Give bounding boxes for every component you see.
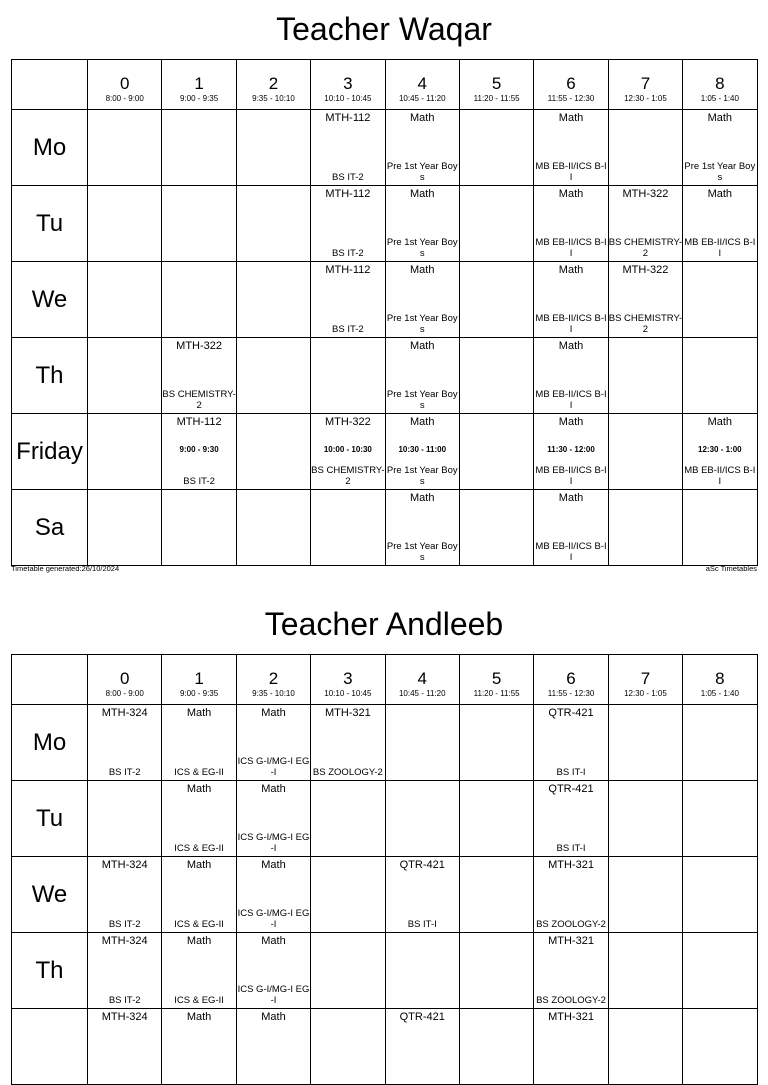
lesson-cell bbox=[88, 414, 162, 490]
period-time: 8:00 - 9:00 bbox=[105, 689, 144, 698]
lesson-class: ICS G-I/MG-I EG-I bbox=[237, 832, 310, 854]
day-label: We bbox=[12, 262, 88, 338]
lesson-cell bbox=[88, 262, 162, 338]
lesson-cell bbox=[311, 490, 385, 566]
lesson-cell bbox=[459, 781, 533, 857]
lesson-subject: MTH-112 bbox=[325, 264, 371, 276]
lesson-class: BS IT-I bbox=[556, 843, 586, 854]
lesson-class: ICS G-I/MG-I EG-I bbox=[237, 756, 310, 778]
day-row bbox=[12, 186, 758, 262]
lesson-cell bbox=[683, 705, 757, 781]
lesson-subject: MTH-324 bbox=[101, 859, 148, 871]
period-time: 1:05 - 1:40 bbox=[700, 94, 739, 103]
lesson-cell bbox=[236, 933, 310, 1009]
lesson-time: 9:00 - 9:30 bbox=[179, 445, 219, 454]
lesson-class: Pre 1st Year Boys bbox=[386, 389, 458, 411]
day-row bbox=[12, 262, 758, 338]
day-label: Mo bbox=[12, 705, 88, 781]
lesson-time: 12:30 - 1:00 bbox=[698, 445, 742, 454]
timetable-andleeb bbox=[11, 606, 757, 1085]
lesson-cell bbox=[459, 705, 533, 781]
period-header bbox=[88, 60, 162, 110]
lesson-cell bbox=[385, 705, 459, 781]
lesson-subject: Math bbox=[558, 264, 584, 276]
lesson-cell bbox=[236, 1009, 310, 1085]
period-header bbox=[236, 655, 310, 705]
period-number: 8 bbox=[715, 74, 725, 93]
timetable-title: Teacher Waqar bbox=[276, 11, 492, 47]
lesson-subject: Math bbox=[186, 859, 212, 871]
lesson-cell bbox=[162, 186, 236, 262]
lesson-cell bbox=[311, 1009, 385, 1085]
period-number: 1 bbox=[194, 669, 204, 688]
lesson-cell bbox=[236, 110, 310, 186]
lesson-class: Pre 1st Year Boys bbox=[684, 161, 756, 183]
timetable-waqar bbox=[11, 11, 757, 566]
period-time: 8:00 - 9:00 bbox=[105, 94, 144, 103]
period-time: 10:10 - 10:45 bbox=[324, 94, 372, 103]
lesson-cell bbox=[88, 490, 162, 566]
lesson-cell bbox=[459, 1009, 533, 1085]
lesson-subject: MTH-321 bbox=[548, 935, 594, 947]
lesson-class: Pre 1st Year Boys bbox=[386, 465, 458, 487]
lesson-subject: Math bbox=[558, 112, 584, 124]
period-number: 4 bbox=[417, 74, 427, 93]
period-time: 11:55 - 12:30 bbox=[547, 94, 595, 103]
lesson-cell bbox=[311, 186, 385, 262]
lesson-cell bbox=[88, 1009, 162, 1085]
lesson-cell bbox=[459, 490, 533, 566]
lesson-cell bbox=[534, 781, 608, 857]
lesson-cell bbox=[385, 857, 459, 933]
lesson-cell bbox=[385, 414, 459, 490]
lesson-class: BS CHEMISTRY-2 bbox=[608, 313, 683, 335]
lesson-cell bbox=[683, 490, 757, 566]
corner-cell bbox=[12, 60, 88, 110]
lesson-cell bbox=[236, 414, 310, 490]
day-label: Sa bbox=[12, 490, 88, 566]
period-number: 0 bbox=[119, 74, 130, 93]
lesson-cell bbox=[459, 110, 533, 186]
lesson-cell bbox=[608, 262, 682, 338]
lesson-class: BS IT-2 bbox=[108, 919, 141, 930]
lesson-subject: Math bbox=[186, 1011, 212, 1023]
lesson-subject: MTH-112 bbox=[325, 112, 371, 124]
period-number: 7 bbox=[640, 74, 651, 93]
lesson-subject: Math bbox=[261, 707, 286, 719]
lesson-subject: Math bbox=[186, 707, 212, 719]
lesson-cell bbox=[88, 186, 162, 262]
timetable-title: Teacher Andleeb bbox=[264, 606, 504, 642]
lesson-time: 11:30 - 12:00 bbox=[547, 445, 595, 454]
lesson-subject: Math bbox=[558, 188, 584, 200]
lesson-class: ICS G-I/MG-I EG-I bbox=[237, 908, 310, 930]
lesson-subject: Math bbox=[410, 492, 435, 504]
lesson-class: BS IT-2 bbox=[108, 767, 141, 778]
lesson-subject: Math bbox=[261, 1011, 286, 1023]
lesson-subject: MTH-322 bbox=[324, 416, 371, 428]
period-number: 6 bbox=[566, 74, 576, 93]
period-time: 9:00 - 9:35 bbox=[179, 94, 219, 103]
lesson-subject: Math bbox=[558, 416, 584, 428]
day-row bbox=[12, 110, 758, 186]
lesson-cell bbox=[311, 262, 385, 338]
lesson-class: MB EB-II/ICS B-II bbox=[535, 161, 607, 183]
lesson-subject: Math bbox=[261, 783, 286, 795]
period-header bbox=[385, 60, 459, 110]
lesson-subject: Math bbox=[261, 935, 286, 947]
period-time: 11:20 - 11:55 bbox=[473, 689, 520, 698]
lesson-subject: QTR-421 bbox=[548, 783, 594, 795]
lesson-cell bbox=[608, 857, 682, 933]
lesson-cell bbox=[683, 414, 757, 490]
period-number: 8 bbox=[715, 669, 725, 688]
period-header bbox=[162, 60, 236, 110]
day-label: Tu bbox=[12, 781, 88, 857]
period-header bbox=[311, 60, 385, 110]
period-header bbox=[683, 655, 757, 705]
lesson-subject: Math bbox=[186, 783, 212, 795]
lesson-class: BS IT-2 bbox=[108, 995, 141, 1006]
lesson-cell bbox=[311, 705, 385, 781]
lesson-class: ICS & EG-II bbox=[174, 919, 224, 930]
period-time: 12:30 - 1:05 bbox=[624, 94, 667, 103]
day-row bbox=[12, 1009, 758, 1085]
lesson-cell bbox=[385, 262, 459, 338]
lesson-cell bbox=[683, 338, 757, 414]
day-label: We bbox=[12, 857, 88, 933]
lesson-subject: MTH-321 bbox=[324, 707, 371, 719]
day-label: Mo bbox=[12, 110, 88, 186]
lesson-class: MB EB-II/ICS B-II bbox=[684, 237, 756, 259]
lesson-cell bbox=[683, 1009, 757, 1085]
lesson-cell bbox=[683, 110, 757, 186]
lesson-cell bbox=[311, 414, 385, 490]
brand-note: aSc Timetables bbox=[705, 564, 757, 573]
lesson-cell bbox=[534, 110, 608, 186]
lesson-cell bbox=[385, 933, 459, 1009]
period-number: 2 bbox=[268, 74, 279, 93]
lesson-class: MB EB-II/ICS B-II bbox=[535, 313, 607, 335]
day-row bbox=[12, 705, 758, 781]
lesson-cell bbox=[236, 490, 310, 566]
lesson-subject: Math bbox=[707, 416, 733, 428]
lesson-cell bbox=[385, 338, 459, 414]
day-row bbox=[12, 781, 758, 857]
lesson-class: Pre 1st Year Boys bbox=[386, 161, 458, 183]
day-label: Th bbox=[12, 933, 88, 1009]
lesson-subject: MTH-324 bbox=[101, 707, 148, 719]
lesson-cell bbox=[683, 933, 757, 1009]
lesson-subject: Math bbox=[707, 112, 733, 124]
lesson-cell bbox=[162, 857, 236, 933]
lesson-cell bbox=[608, 1009, 682, 1085]
lesson-subject: MTH-322 bbox=[176, 340, 222, 352]
lesson-class: Pre 1st Year Boys bbox=[386, 313, 458, 335]
lesson-class: MB EB-II/ICS B-II bbox=[535, 541, 607, 563]
lesson-cell bbox=[534, 414, 608, 490]
period-header-row bbox=[12, 655, 758, 705]
lesson-cell bbox=[534, 338, 608, 414]
lesson-subject: MTH-321 bbox=[548, 859, 594, 871]
lesson-cell bbox=[311, 338, 385, 414]
lesson-cell bbox=[385, 186, 459, 262]
period-time: 9:35 - 10:10 bbox=[252, 689, 295, 698]
lesson-class: MB EB-II/ICS B-II bbox=[684, 465, 756, 487]
lesson-cell bbox=[162, 338, 236, 414]
lesson-class: ICS & EG-II bbox=[174, 843, 224, 854]
lesson-subject: Math bbox=[410, 188, 435, 200]
lesson-cell bbox=[534, 933, 608, 1009]
lesson-class: MB EB-II/ICS B-II bbox=[535, 237, 607, 259]
period-header bbox=[459, 655, 533, 705]
lesson-cell bbox=[683, 781, 757, 857]
lesson-class: BS CHEMISTRY-2 bbox=[311, 465, 385, 487]
period-number: 0 bbox=[119, 669, 130, 688]
timetable-grid bbox=[11, 59, 758, 566]
lesson-cell bbox=[385, 110, 459, 186]
lesson-cell bbox=[162, 781, 236, 857]
lesson-subject: Math bbox=[261, 859, 286, 871]
period-number: 5 bbox=[491, 669, 502, 688]
period-number: 6 bbox=[566, 669, 576, 688]
period-time: 12:30 - 1:05 bbox=[624, 689, 667, 698]
lesson-cell bbox=[459, 186, 533, 262]
lesson-class: BS IT-I bbox=[407, 919, 437, 930]
lesson-cell bbox=[683, 262, 757, 338]
lesson-cell bbox=[683, 857, 757, 933]
period-header bbox=[534, 655, 608, 705]
lesson-cell bbox=[534, 186, 608, 262]
lesson-class: MB EB-II/ICS B-II bbox=[535, 465, 607, 487]
period-number: 1 bbox=[194, 74, 204, 93]
period-time: 1:05 - 1:40 bbox=[700, 689, 739, 698]
lesson-cell bbox=[88, 338, 162, 414]
lesson-class: BS CHEMISTRY-2 bbox=[162, 389, 236, 411]
lesson-cell bbox=[683, 186, 757, 262]
lesson-cell bbox=[459, 857, 533, 933]
lesson-subject: QTR-421 bbox=[399, 859, 445, 871]
lesson-cell bbox=[311, 110, 385, 186]
period-number: 7 bbox=[640, 669, 651, 688]
day-label: Friday bbox=[12, 414, 88, 490]
lesson-subject: Math bbox=[186, 935, 212, 947]
lesson-class: ICS & EG-II bbox=[174, 995, 224, 1006]
lesson-subject: Math bbox=[410, 416, 435, 428]
lesson-cell bbox=[459, 262, 533, 338]
lesson-cell bbox=[311, 781, 385, 857]
period-header bbox=[608, 60, 682, 110]
period-time: 9:35 - 10:10 bbox=[252, 94, 295, 103]
lesson-cell bbox=[162, 1009, 236, 1085]
lesson-cell bbox=[88, 781, 162, 857]
day-row bbox=[12, 490, 758, 566]
lesson-subject: MTH-324 bbox=[101, 1011, 148, 1023]
lesson-class: BS IT-2 bbox=[332, 248, 364, 259]
period-number: 3 bbox=[343, 669, 353, 688]
period-header bbox=[88, 655, 162, 705]
lesson-cell bbox=[534, 262, 608, 338]
lesson-subject: MTH-112 bbox=[176, 416, 222, 428]
lesson-cell bbox=[88, 933, 162, 1009]
period-header bbox=[608, 655, 682, 705]
period-header bbox=[534, 60, 608, 110]
lesson-cell bbox=[236, 262, 310, 338]
lesson-cell bbox=[608, 933, 682, 1009]
lesson-cell bbox=[385, 490, 459, 566]
lesson-subject: MTH-321 bbox=[548, 1011, 594, 1023]
period-header-row bbox=[12, 60, 758, 110]
lesson-class: BS ZOOLOGY-2 bbox=[312, 767, 383, 778]
period-time: 10:45 - 11:20 bbox=[398, 689, 446, 698]
lesson-cell bbox=[88, 110, 162, 186]
lesson-cell bbox=[162, 490, 236, 566]
period-number: 3 bbox=[343, 74, 353, 93]
period-header bbox=[311, 655, 385, 705]
lesson-class: Pre 1st Year Boys bbox=[386, 541, 458, 563]
lesson-subject: Math bbox=[410, 112, 435, 124]
lesson-cell bbox=[162, 933, 236, 1009]
lesson-class: BS ZOOLOGY-2 bbox=[536, 995, 606, 1006]
lesson-cell bbox=[459, 338, 533, 414]
lesson-class: BS IT-I bbox=[556, 767, 586, 778]
lesson-class: BS IT-2 bbox=[183, 476, 215, 487]
period-header bbox=[459, 60, 533, 110]
day-label: Tu bbox=[12, 186, 88, 262]
lesson-time: 10:00 - 10:30 bbox=[323, 445, 372, 454]
lesson-cell bbox=[236, 781, 310, 857]
lesson-cell bbox=[459, 414, 533, 490]
lesson-cell bbox=[236, 857, 310, 933]
lesson-cell bbox=[534, 705, 608, 781]
period-time: 11:20 - 11:55 bbox=[473, 94, 520, 103]
lesson-subject: Math bbox=[410, 340, 435, 352]
day-row bbox=[12, 414, 758, 490]
timetable-grid bbox=[11, 654, 758, 1085]
lesson-class: BS CHEMISTRY-2 bbox=[608, 237, 683, 259]
period-time: 11:55 - 12:30 bbox=[547, 689, 595, 698]
lesson-cell bbox=[236, 705, 310, 781]
lesson-class: ICS G-I/MG-I EG-I bbox=[237, 984, 310, 1006]
day-label: Th bbox=[12, 338, 88, 414]
lesson-subject: MTH-112 bbox=[325, 188, 371, 200]
lesson-cell bbox=[162, 414, 236, 490]
lesson-subject: Math bbox=[558, 492, 584, 504]
period-number: 5 bbox=[491, 74, 502, 93]
lesson-cell bbox=[311, 933, 385, 1009]
lesson-cell bbox=[236, 186, 310, 262]
period-number: 4 bbox=[417, 669, 427, 688]
lesson-class: MB EB-II/ICS B-II bbox=[535, 389, 607, 411]
lesson-cell bbox=[608, 414, 682, 490]
lesson-cell bbox=[608, 110, 682, 186]
generated-note: Timetable generated:26/10/2024 bbox=[11, 564, 120, 573]
lesson-cell bbox=[311, 857, 385, 933]
lesson-cell bbox=[385, 781, 459, 857]
period-header bbox=[683, 60, 757, 110]
lesson-subject: Math bbox=[410, 264, 435, 276]
period-number: 2 bbox=[268, 669, 279, 688]
lesson-cell bbox=[88, 705, 162, 781]
lesson-cell bbox=[534, 857, 608, 933]
lesson-cell bbox=[608, 186, 682, 262]
day-label bbox=[12, 1009, 88, 1085]
period-header bbox=[162, 655, 236, 705]
lesson-class: ICS & EG-II bbox=[174, 767, 224, 778]
period-time: 10:45 - 11:20 bbox=[398, 94, 446, 103]
period-header bbox=[236, 60, 310, 110]
day-row bbox=[12, 857, 758, 933]
lesson-subject: MTH-324 bbox=[101, 935, 148, 947]
lesson-time: 10:30 - 11:00 bbox=[398, 445, 447, 454]
lesson-cell bbox=[459, 933, 533, 1009]
period-time: 10:10 - 10:45 bbox=[324, 689, 372, 698]
lesson-subject: Math bbox=[558, 340, 584, 352]
lesson-subject: MTH-322 bbox=[622, 264, 669, 276]
lesson-subject: MTH-322 bbox=[622, 188, 669, 200]
lesson-cell bbox=[162, 262, 236, 338]
period-time: 9:00 - 9:35 bbox=[179, 689, 219, 698]
lesson-class: BS IT-2 bbox=[332, 324, 364, 335]
period-header bbox=[385, 655, 459, 705]
day-row bbox=[12, 338, 758, 414]
day-row bbox=[12, 933, 758, 1009]
corner-cell bbox=[12, 655, 88, 705]
lesson-subject: QTR-421 bbox=[548, 707, 594, 719]
lesson-cell bbox=[608, 705, 682, 781]
lesson-cell bbox=[608, 338, 682, 414]
lesson-class: BS ZOOLOGY-2 bbox=[536, 919, 606, 930]
lesson-subject: QTR-421 bbox=[399, 1011, 445, 1023]
lesson-cell bbox=[162, 705, 236, 781]
lesson-class: Pre 1st Year Boys bbox=[386, 237, 458, 259]
lesson-class: BS IT-2 bbox=[332, 172, 364, 183]
lesson-cell bbox=[385, 1009, 459, 1085]
lesson-cell bbox=[534, 490, 608, 566]
lesson-cell bbox=[608, 781, 682, 857]
lesson-cell bbox=[608, 490, 682, 566]
lesson-cell bbox=[236, 338, 310, 414]
lesson-subject: Math bbox=[707, 188, 733, 200]
lesson-cell bbox=[88, 857, 162, 933]
lesson-cell bbox=[534, 1009, 608, 1085]
lesson-cell bbox=[162, 110, 236, 186]
